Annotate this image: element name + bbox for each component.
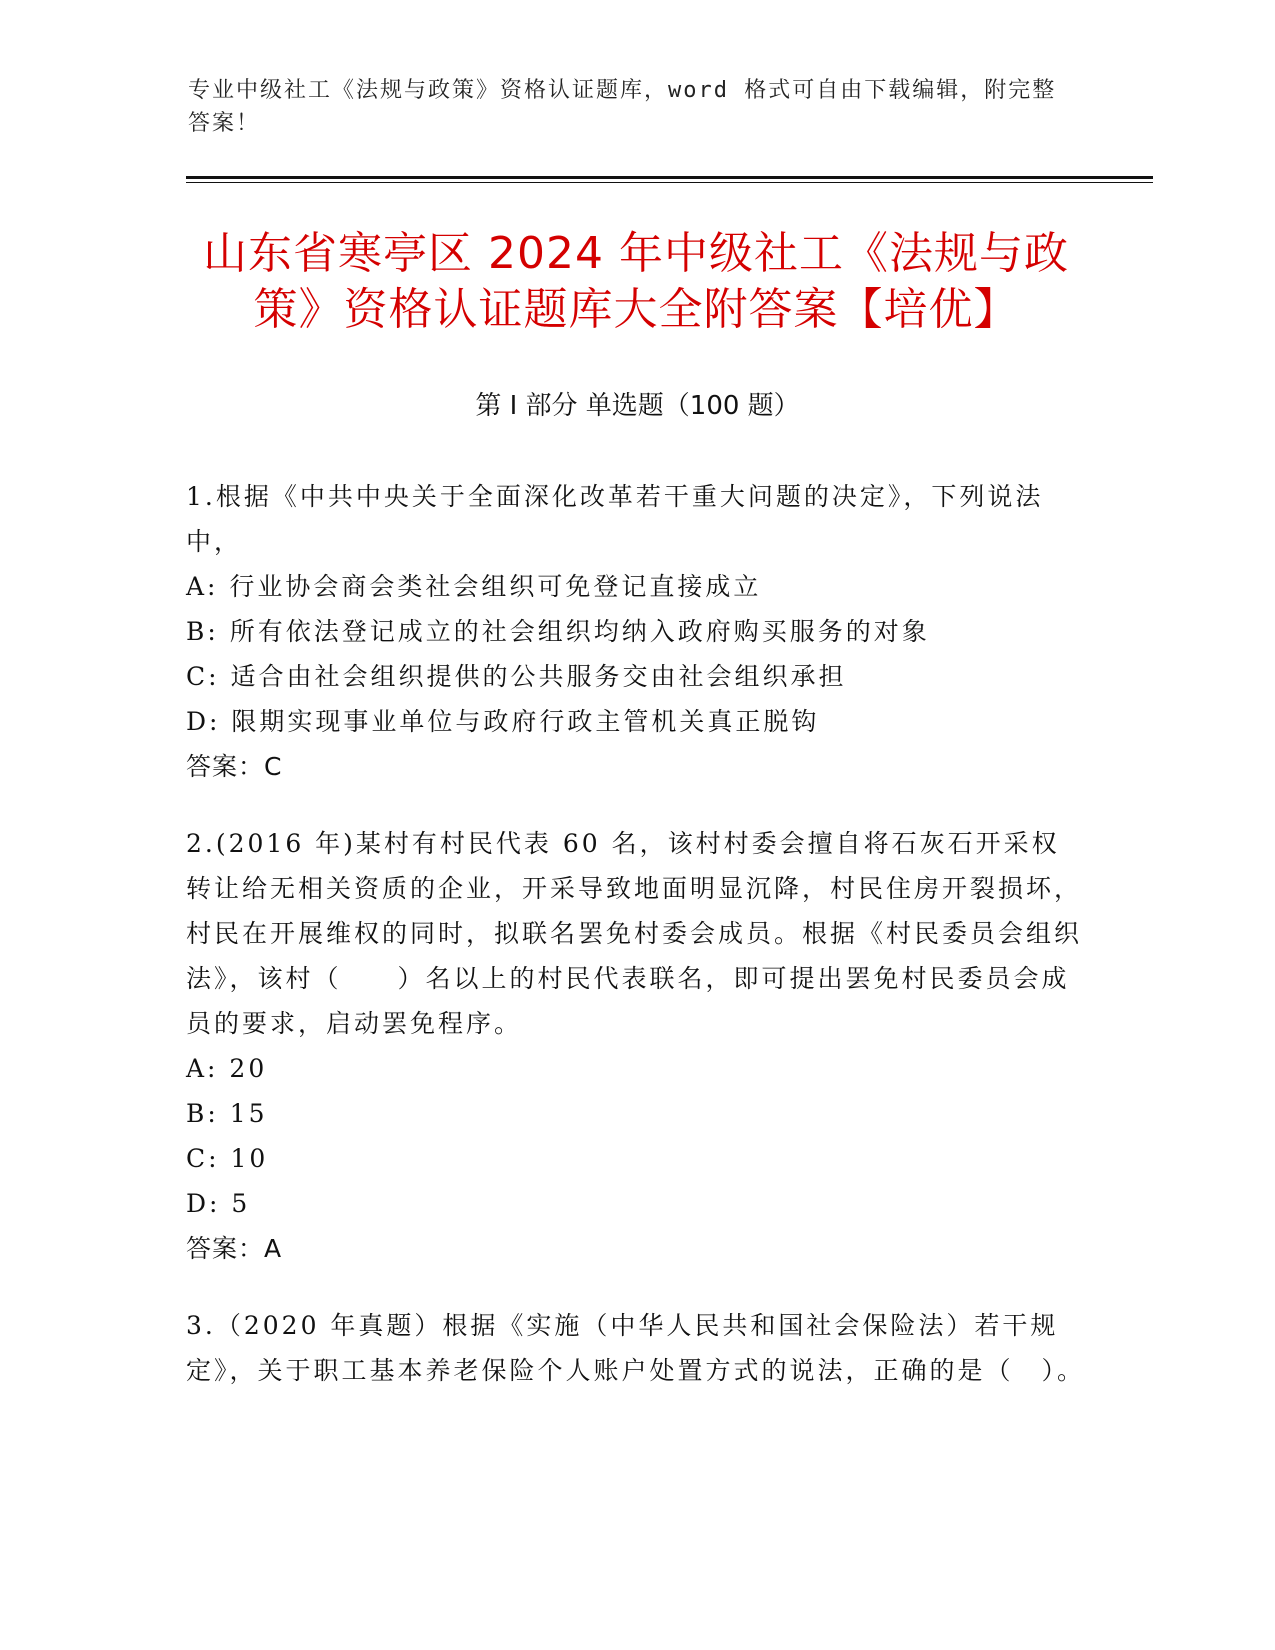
header-divider-thin <box>186 182 1153 183</box>
option-d: D: 5 <box>186 1189 251 1218</box>
option-a: A: 20 <box>186 1054 268 1083</box>
answer: 答案：C <box>186 752 283 781</box>
section-heading: 第 I 部分 单选题（100 题） <box>475 391 800 421</box>
question-list <box>186 474 1086 1425</box>
option-c: C: 10 <box>186 1144 269 1173</box>
question-stem: 2.(2016 年)某村有村民代表 60 名，该村村委会擅自将石灰石开采权转让给无相关资质的企业，开采导致地面明显沉降，村民住房开裂损坏，村民在开展维权的同时，拟联名罢免村委会成员。根据《村民委员会组织法》，该村（ ）名以上的村民代表联名，即可提出罢免村民委员会成员的要求，启动罢免程序。 <box>186 829 1083 1038</box>
option-b: B: 所有依法登记成立的社会组织均纳入政府购买服务的对象 <box>186 617 930 646</box>
question-stem: 3.（2020 年真题）根据《实施（中华人民共和国社会保险法）若干规定》，关于职工基本养老保险个人账户处置方式的说法，正确的是（ ）。 <box>186 1311 1086 1385</box>
document-title: 山东省寒亭区 2024 年中级社工《法规与政策》资格认证题库大全附答案【培优】 <box>203 228 1069 335</box>
question-1 <box>186 474 1086 789</box>
question-2 <box>186 821 1086 1271</box>
header-divider <box>186 176 1153 179</box>
answer: 答案：A <box>186 1234 283 1263</box>
option-c: C: 适合由社会组织提供的公共服务交由社会组织承担 <box>186 662 847 691</box>
question-3 <box>186 1303 1086 1393</box>
option-b: B: 15 <box>186 1099 268 1128</box>
option-a: A: 行业协会商会类社会组织可免登记直接成立 <box>186 572 762 601</box>
question-stem: 1.根据《中共中央关于全面深化改革若干重大问题的决定》，下列说法中， <box>186 482 1044 556</box>
option-d: D: 限期实现事业单位与政府行政主管机关真正脱钩 <box>186 707 820 736</box>
header-note: 专业中级社工《法规与政策》资格认证题库，word 格式可自由下载编辑，附完整答案！ <box>188 78 1057 136</box>
